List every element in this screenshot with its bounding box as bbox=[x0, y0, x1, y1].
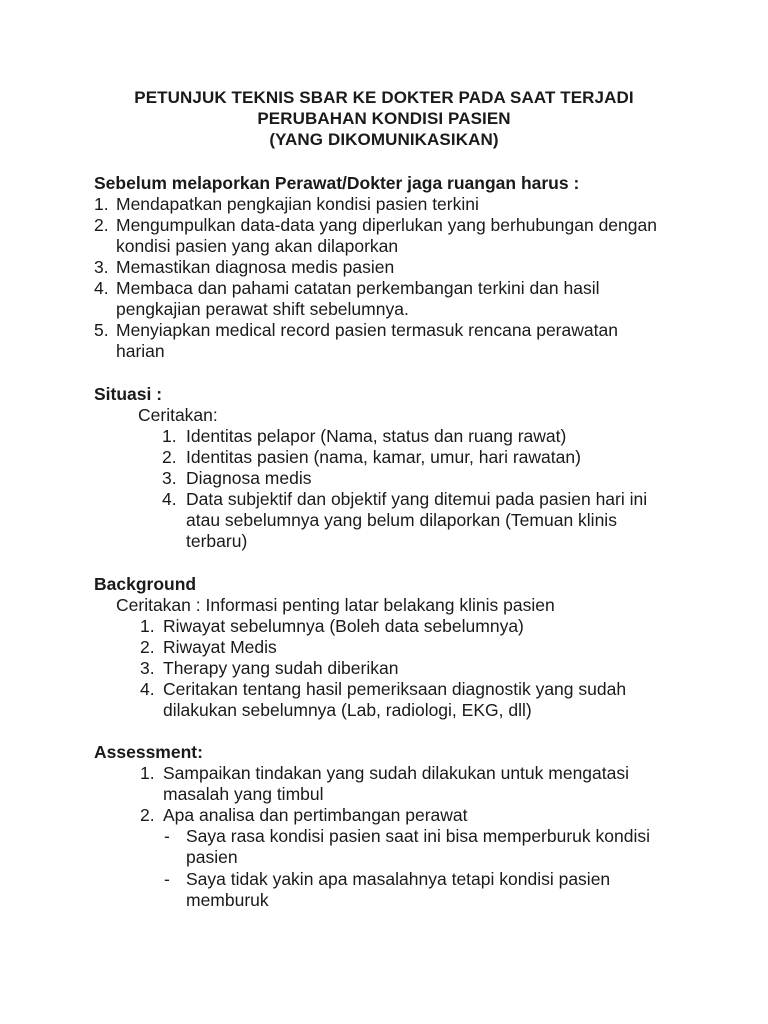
situasi-intro: Ceritakan: bbox=[138, 405, 218, 425]
list-item-text: terbaru) bbox=[186, 531, 248, 551]
list-item-text: Sampaikan tindakan yang sudah dilakukan untuk mengatasi bbox=[163, 763, 630, 783]
list-item-bullet: - bbox=[164, 826, 170, 846]
list-item-number: 2. bbox=[140, 805, 155, 825]
assessment-heading: Assessment: bbox=[94, 742, 203, 762]
document-title bbox=[0, 87, 768, 150]
list-item-number: 3. bbox=[140, 658, 155, 678]
list-item-text: Identitas pelapor (Nama, status dan ruang rawat) bbox=[186, 426, 567, 446]
list-item-number: 1. bbox=[140, 763, 155, 783]
sebelum-heading: Sebelum melaporkan Perawat/Dokter jaga ruangan harus : bbox=[94, 173, 580, 193]
list-item-bullet: - bbox=[164, 869, 170, 889]
list-item-text: Riwayat sebelumnya (Boleh data sebelumnya) bbox=[163, 616, 524, 636]
list-item-text: Mendapatkan pengkajian kondisi pasien terkini bbox=[116, 194, 479, 214]
background-heading: Background bbox=[94, 574, 197, 594]
list-item-text: Memastikan diagnosa medis pasien bbox=[116, 257, 395, 277]
list-item-text: masalah yang timbul bbox=[163, 784, 324, 804]
list-item-text: Saya rasa kondisi pasien saat ini bisa memperburuk kondisi bbox=[186, 826, 650, 846]
list-item-text: atau sebelumnya yang belum dilaporkan (Temuan klinis bbox=[186, 510, 617, 530]
list-item-text: pengkajian perawat shift sebelumnya. bbox=[116, 299, 409, 319]
list-item-text: Mengumpulkan data-data yang diperlukan yang berhubungan dengan bbox=[116, 215, 657, 235]
list-item-text: harian bbox=[116, 341, 165, 361]
list-item-number: 3. bbox=[162, 468, 177, 488]
list-item-text: Data subjektif dan objektif yang ditemui pada pasien hari ini bbox=[186, 489, 648, 509]
list-item-number: 2. bbox=[162, 447, 177, 467]
situasi-heading: Situasi : bbox=[94, 384, 163, 404]
list-item-number: 4. bbox=[140, 679, 155, 699]
list-item-text: Identitas pasien (nama, kamar, umur, hari rawatan) bbox=[186, 447, 581, 467]
title-line-3: (YANG DIKOMUNIKASIKAN) bbox=[269, 130, 499, 149]
list-item-number: 1. bbox=[140, 616, 155, 636]
list-item-text: memburuk bbox=[186, 890, 269, 910]
list-item-number: 1. bbox=[94, 194, 109, 214]
list-item-text: kondisi pasien yang akan dilaporkan bbox=[116, 236, 399, 256]
list-item-text: Apa analisa dan pertimbangan perawat bbox=[163, 805, 468, 825]
list-item-text: Diagnosa medis bbox=[186, 468, 312, 488]
list-item-number: 2. bbox=[94, 215, 109, 235]
list-item-text: Therapy yang sudah diberikan bbox=[163, 658, 399, 678]
list-item-text: Saya tidak yakin apa masalahnya tetapi kondisi pasien bbox=[186, 869, 611, 889]
list-item-text: Ceritakan tentang hasil pemeriksaan diagnostik yang sudah bbox=[163, 679, 627, 699]
list-item-text: Riwayat Medis bbox=[163, 637, 277, 657]
list-item-text: pasien bbox=[186, 847, 238, 867]
list-item-number: 3. bbox=[94, 257, 109, 277]
list-item-text: Membaca dan pahami catatan perkembangan terkini dan hasil bbox=[116, 278, 600, 298]
list-item-number: 4. bbox=[162, 489, 177, 509]
list-item-number: 2. bbox=[140, 637, 155, 657]
list-item-number: 1. bbox=[162, 426, 177, 446]
background-intro: Ceritakan : Informasi penting latar belakang klinis pasien bbox=[116, 595, 555, 615]
list-item-text: dilakukan sebelumnya (Lab, radiologi, EKG, dll) bbox=[163, 700, 532, 720]
list-item-number: 5. bbox=[94, 320, 109, 340]
list-item-text: Menyiapkan medical record pasien termasuk rencana perawatan bbox=[116, 320, 618, 340]
title-line-1: PETUNJUK TEKNIS SBAR KE DOKTER PADA SAAT TERJADI bbox=[134, 88, 634, 107]
list-item-number: 4. bbox=[94, 278, 109, 298]
title-line-2: PERUBAHAN KONDISI PASIEN bbox=[257, 109, 511, 128]
